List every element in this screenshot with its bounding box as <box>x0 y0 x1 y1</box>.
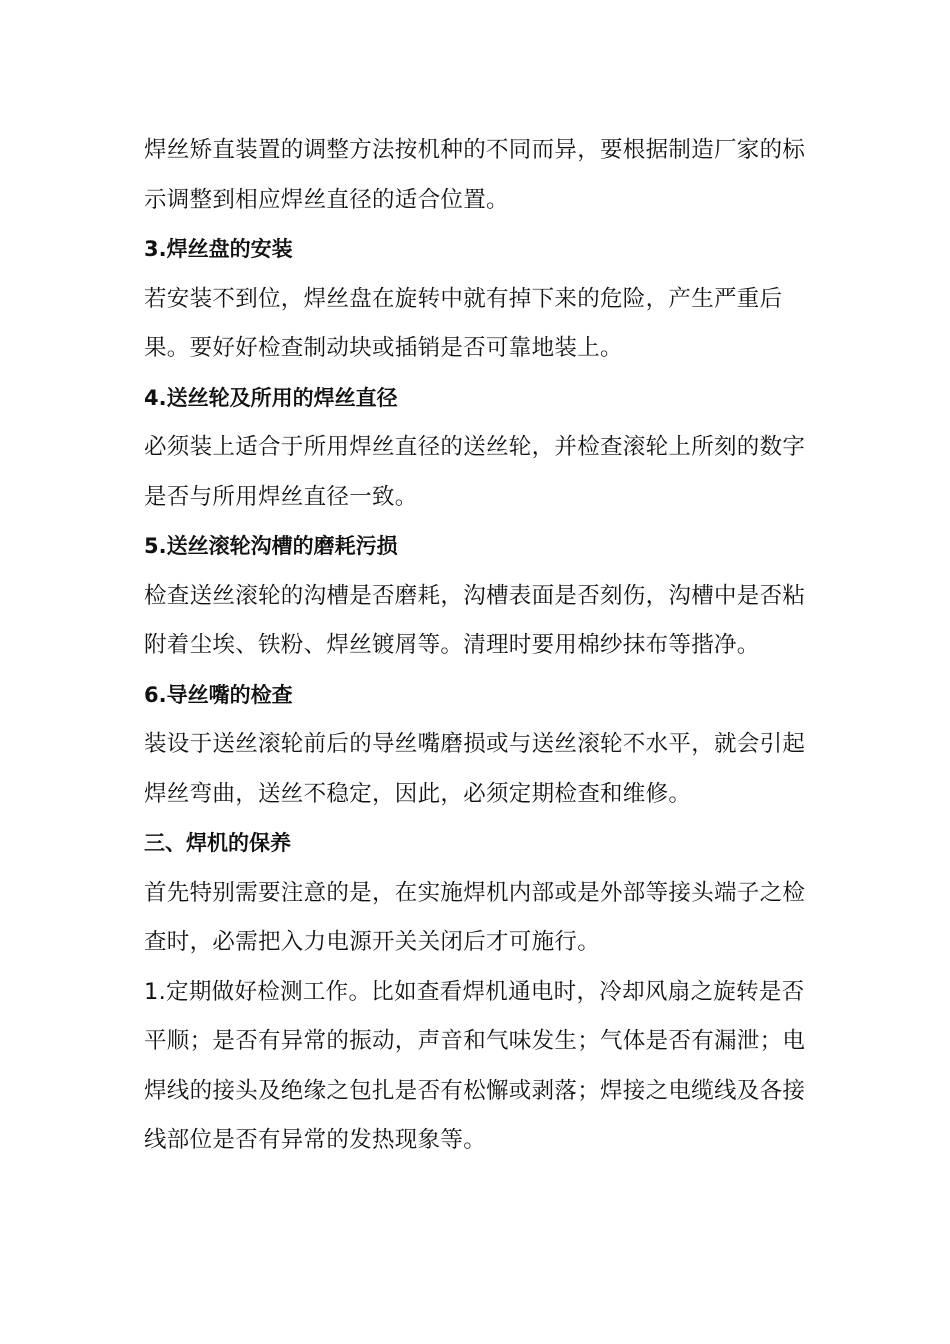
paragraph-wire-spool-install: 若安装不到位，焊丝盘在旋转中就有掉下来的危险，产生严重后果。要好好检查制动块或插销是否可靠地装上。 <box>144 285 783 361</box>
heading-wire-spool-install: 3.焊丝盘的安装 <box>144 237 293 261</box>
paragraph-wire-straightener: 焊丝矫直装置的调整方法按机种的不同而异，要根据制造厂家的标示调整到相应焊丝直径的适合位置。 <box>144 137 806 213</box>
paragraph-guide-nozzle-check: 装设于送丝滚轮前后的导丝嘴磨损或与送丝滚轮不水平，就会引起焊丝弯曲，送丝不稳定，因此，必须定期检查和维修。 <box>144 731 806 807</box>
heading-welder-maintenance: 三、焊机的保养 <box>144 831 291 855</box>
paragraph-feed-roller-diameter: 必须装上适合于所用焊丝直径的送丝轮，并检查滚轮上所刻的数字是否与所用焊丝直径一致。 <box>144 434 806 510</box>
paragraph-periodic-inspection: 1.定期做好检测工作。比如查看焊机通电时，冷却风扇之旋转是否平顺；是否有异常的振动，声音和气味发生；气体是否有漏泄；电焊线的接头及绝缘之包扎是否有松懈或剥落；焊接之电缆线及各接线部位是否有异常的发热现象等。 <box>144 978 806 1153</box>
heading-feed-roller-diameter: 4.送丝轮及所用的焊丝直径 <box>144 385 398 410</box>
heading-roller-groove-wear: 5.送丝滚轮沟槽的磨耗污损 <box>144 534 398 558</box>
heading-guide-nozzle-check: 6.导丝嘴的检查 <box>144 682 293 707</box>
paragraph-roller-groove-wear: 检查送丝滚轮的沟槽是否磨耗，沟槽表面是否刻伤，沟槽中是否粘附着尘埃、铁粉、焊丝镀屑等。清理时要用棉纱抹布等揩净。 <box>144 582 806 658</box>
document-body <box>144 126 814 1166</box>
paragraph-maintenance-intro: 首先特别需要注意的是，在实施焊机内部或是外部等接头端子之检查时，必需把入力电源开关关闭后才可施行。 <box>144 879 806 955</box>
